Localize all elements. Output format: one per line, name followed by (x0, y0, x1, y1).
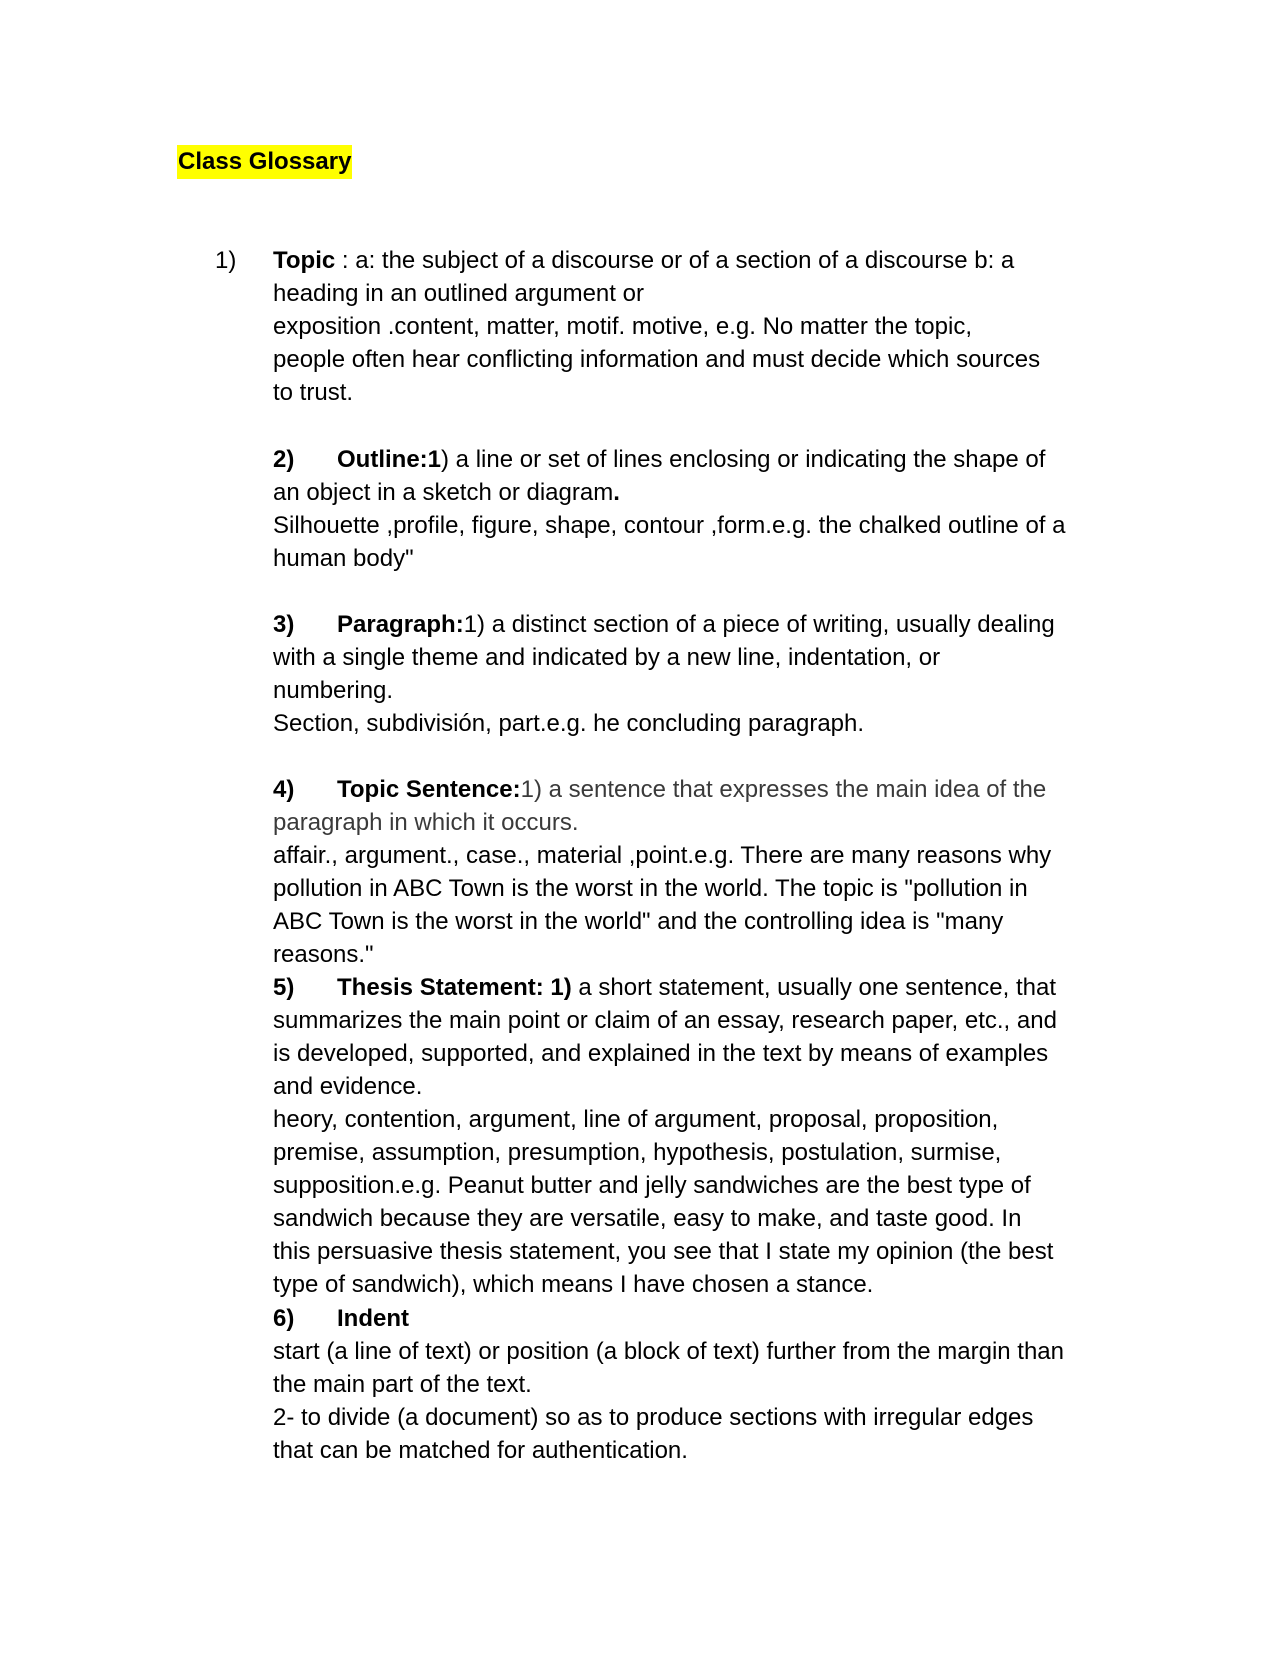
document-title: Class Glossary (177, 145, 352, 179)
definition-line: reasons." (273, 941, 374, 968)
definition-line: : a: the subject of a discourse or of a section of a discourse b: a (335, 247, 1015, 274)
definition-line: pollution in ABC Town is the worst in the world. The topic is "pollution in (273, 875, 1028, 902)
term-label: Paragraph: (337, 611, 464, 638)
term-label: Indent (337, 1305, 409, 1332)
definition-line: numbering. (273, 677, 394, 704)
definition-line: supposition.e.g. Peanut butter and jelly sandwiches are the best type of (273, 1172, 1031, 1199)
term-label: Topic Sentence: (337, 776, 521, 803)
definition-line: paragraph in which it occurs. (273, 809, 579, 836)
term-label: Topic (273, 247, 336, 274)
definition-line: ) a line or set of lines enclosing or indicating the shape of (441, 446, 1046, 473)
definition-line: exposition .content, matter, motif. motive, e.g. No matter the topic, (273, 313, 972, 340)
definition-line: heory, contention, argument, line of argument, proposal, proposition, (273, 1106, 999, 1133)
definition-line: an object in a sketch or diagram (273, 479, 614, 506)
definition-line: Silhouette ,profile, figure, shape, contour ,form.e.g. the chalked outline of a (273, 512, 1066, 539)
definition-line: premise, assumption, presumption, hypothesis, postulation, surmise, (273, 1139, 1002, 1166)
term-label: Outline:1 (337, 446, 442, 473)
definition-line: human body" (273, 545, 414, 572)
term-label: Thesis Statement: 1) (337, 974, 572, 1001)
item-number: 6) (273, 1305, 295, 1332)
definition-line: start (a line of text) or position (a block of text) further from the margin than (273, 1338, 1065, 1365)
definition-period: . (613, 479, 620, 506)
item-number: 1) (215, 247, 237, 274)
definition-line: people often hear conflicting information and must decide which sources (273, 346, 1041, 373)
glossary-item-thesis-statement (273, 971, 1103, 1301)
definition-line: and evidence. (273, 1073, 423, 1100)
definition-line: is developed, supported, and explained in the text by means of examples (273, 1040, 1049, 1067)
item-number: 3) (273, 611, 295, 638)
definition-line: 2- to divide (a document) so as to produce sections with irregular edges (273, 1404, 1034, 1431)
item-number: 4) (273, 776, 295, 803)
glossary-item-paragraph (273, 608, 1103, 740)
definition-line: the main part of the text. (273, 1371, 532, 1398)
definition-line: to trust. (273, 379, 354, 406)
definition-line: 1) a sentence that expresses the main idea of the (520, 776, 1047, 803)
definition-line: sandwich because they are versatile, easy to make, and taste good. In (273, 1205, 1022, 1232)
definition-line: type of sandwich), which means I have chosen a stance. (273, 1271, 874, 1298)
glossary-item-outline (273, 443, 1103, 575)
definition-line: this persuasive thesis statement, you see that I state my opinion (the best (273, 1238, 1054, 1265)
glossary-item-topic-sentence (273, 773, 1103, 971)
definition-line: a short statement, usually one sentence, that (571, 974, 1057, 1001)
definition-line: ABC Town is the worst in the world" and the controlling idea is "many (273, 908, 1004, 935)
definition-line: Section, subdivisión, part.e.g. he concluding paragraph. (273, 710, 865, 737)
definition-line: with a single theme and indicated by a new line, indentation, or (273, 644, 941, 671)
definition-line: summarizes the main point or claim of an essay, research paper, etc., and (273, 1007, 1057, 1034)
definition-line: affair., argument., case., material ,point.e.g. There are many reasons why (273, 842, 1052, 869)
definition-line: heading in an outlined argument or (273, 280, 644, 307)
definition-line: that can be matched for authentication. (273, 1437, 688, 1464)
item-number: 2) (273, 446, 295, 473)
glossary-item-indent (273, 1302, 1103, 1467)
definition-line: 1) a distinct section of a piece of writing, usually dealing (463, 611, 1055, 638)
item-number: 5) (273, 974, 295, 1001)
